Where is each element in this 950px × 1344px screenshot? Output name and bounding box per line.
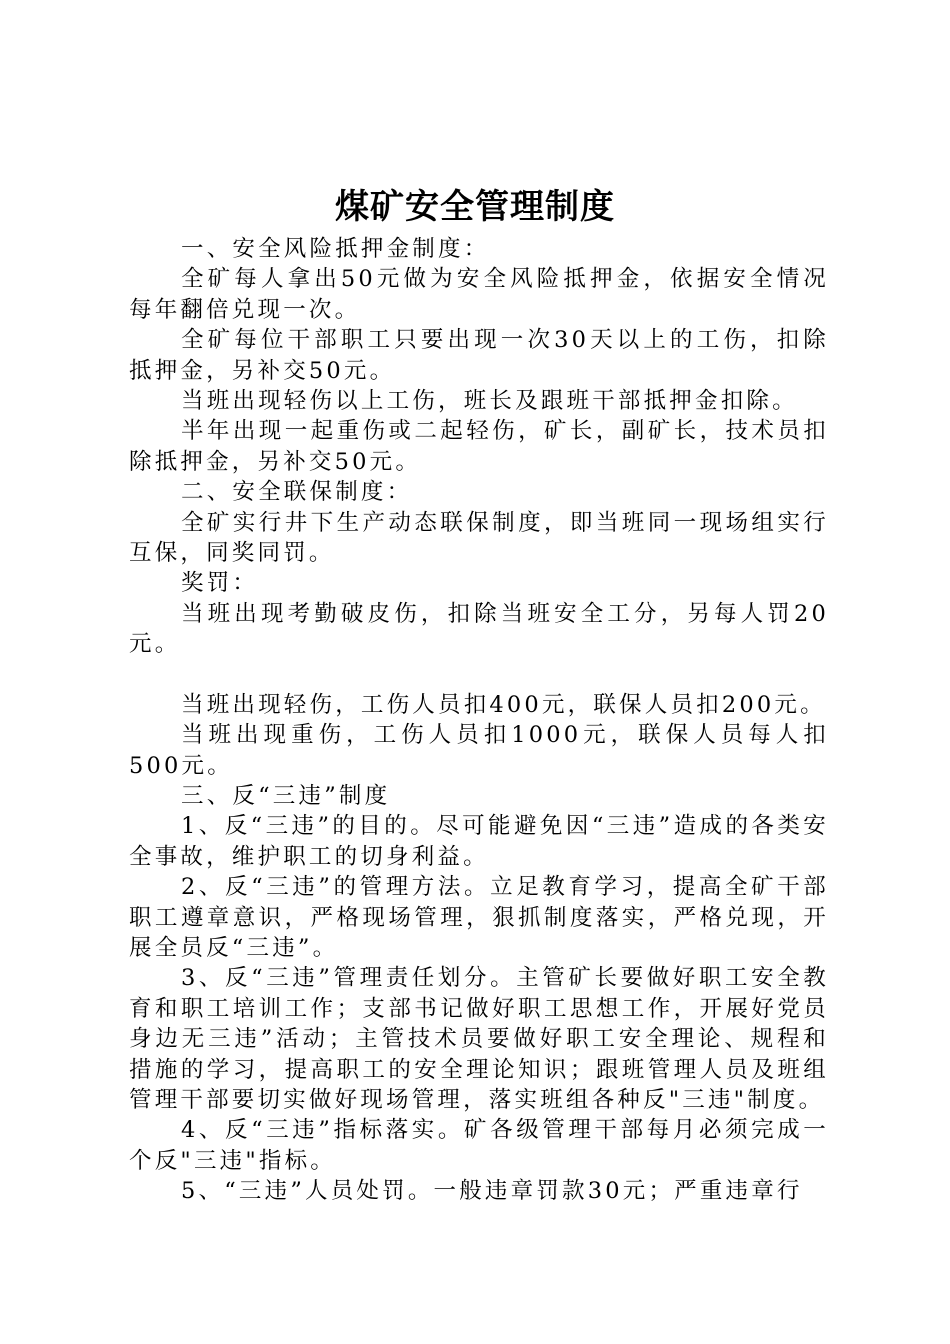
paragraph: 1、反“三违”的目的。尽可能避免因“三违”造成的各类安全事故，维护职工的切身利益。 [129, 813, 829, 870]
section-heading-2: 二、安全联保制度： [181, 479, 413, 506]
paragraph: 当班出现轻伤，工伤人员扣400元，联保人员扣200元。 [181, 691, 826, 718]
paragraph: 全矿实行井下生产动态联保制度，即当班同一现场组实行互保，同奖同罚。 [129, 509, 829, 567]
paragraph: 全矿每人拿出50元做为安全风险抵押金，依据安全情况每年翻倍兑现一次。 [129, 266, 829, 323]
paragraph: 当班出现重伤，工伤人员扣1000元，联保人员每人扣500元。 [129, 722, 829, 779]
paragraph: 2、反“三违”的管理方法。立足教育学习，提高全矿干部职工遵章意识，严格现场管理，狠抓制度落实，严格兑现，开展全员反“三违”。 [129, 874, 829, 961]
paragraph: 半年出现一起重伤或二起轻伤，矿长，副矿长，技术员扣除抵押金，另补交50元。 [129, 418, 829, 475]
paragraph: 当班出现轻伤以上工伤，班长及跟班干部抵押金扣除。 [181, 388, 798, 415]
document-body [129, 234, 829, 1207]
document-title: 煤矿安全管理制度 [335, 187, 615, 227]
subheading-rewards: 奖罚： [181, 570, 259, 597]
paragraph: 当班出现考勤破皮伤，扣除当班安全工分，另每人罚20元。 [129, 600, 829, 658]
section-heading-3: 三、反“三违”制度 [181, 782, 391, 809]
paragraph: 3、反“三违”管理责任划分。主管矿长要做好职工安全教育和职工培训工作；支部书记做好职工思想工作，开展好党员身边无三违”活动；主管技术员要做好职工安全理论、规程和措施的学习，提高职工的安全理论知识；跟班管理人员及班组管理干部要切实做好现场管理，落实班组各种反"三违"制度。 [129, 965, 829, 1113]
paragraph: 4、反“三违”指标落实。矿各级管理干部每月必须完成一个反"三违"指标。 [129, 1117, 829, 1174]
paragraph: 5、“三违”人员处罚。一般违章罚款30元；严重违章行 [181, 1178, 803, 1205]
section-heading-1: 一、安全风险抵押金制度： [181, 236, 490, 262]
paragraph: 全矿每位干部职工只要出现一次30天以上的工伤，扣除抵押金，另补交50元。 [129, 327, 829, 384]
